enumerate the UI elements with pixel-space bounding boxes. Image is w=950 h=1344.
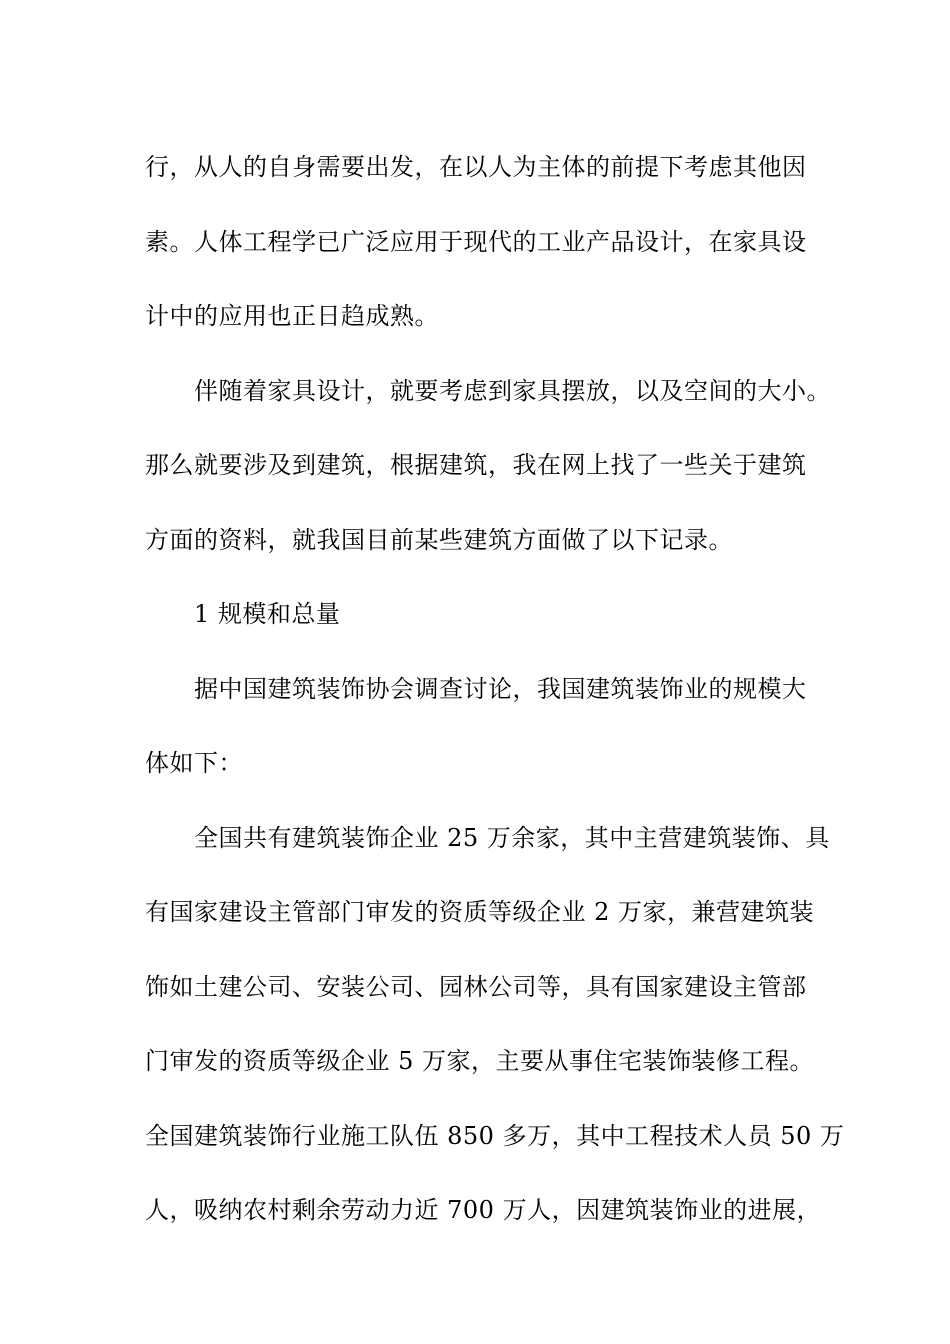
text-line: 计中的应用也正日趋成熟。 [145, 302, 439, 330]
paragraph-start-line: 据中国建筑装饰协会调查讨论，我国建筑装饰业的规模大 [194, 674, 807, 703]
body-text [145, 130, 845, 1248]
text-line: 人，吸纳农村剩余劳动力近 700 万人，因建筑装饰业的进展， [145, 1196, 822, 1224]
text-line: 有国家建设主管部门审发的资质等级企业 2 万家，兼营建筑装 [145, 898, 815, 926]
text-line: 门审发的资质等级企业 5 万家，主要从事住宅装饰装修工程。 [145, 1047, 815, 1075]
text-line: 体如下： [145, 749, 243, 777]
text-line: 那么就要涉及到建筑，根据建筑，我在网上找了一些关于建筑 [145, 451, 807, 479]
text-line: 行，从人的自身需要出发，在以人为主体的前提下考虑其他因 [145, 153, 807, 181]
text-line: 方面的资料，就我国目前某些建筑方面做了以下记录。 [145, 525, 733, 554]
section-heading: 1 规模和总量 [194, 600, 341, 628]
text-line: 全国建筑装饰行业施工队伍 850 多万，其中工程技术人员 50 万 [145, 1121, 845, 1150]
paragraph-start-line: 全国共有建筑装饰企业 25 万余家，其中主营建筑装饰、具 [194, 823, 830, 852]
paragraph-start-line: 伴随着家具设计，就要考虑到家具摆放，以及空间的大小。 [194, 376, 831, 405]
text-line: 素。人体工程学已广泛应用于现代的工业产品设计，在家具设 [145, 227, 807, 256]
text-line: 饰如土建公司、安装公司、园林公司等，具有国家建设主管部 [145, 972, 807, 1001]
